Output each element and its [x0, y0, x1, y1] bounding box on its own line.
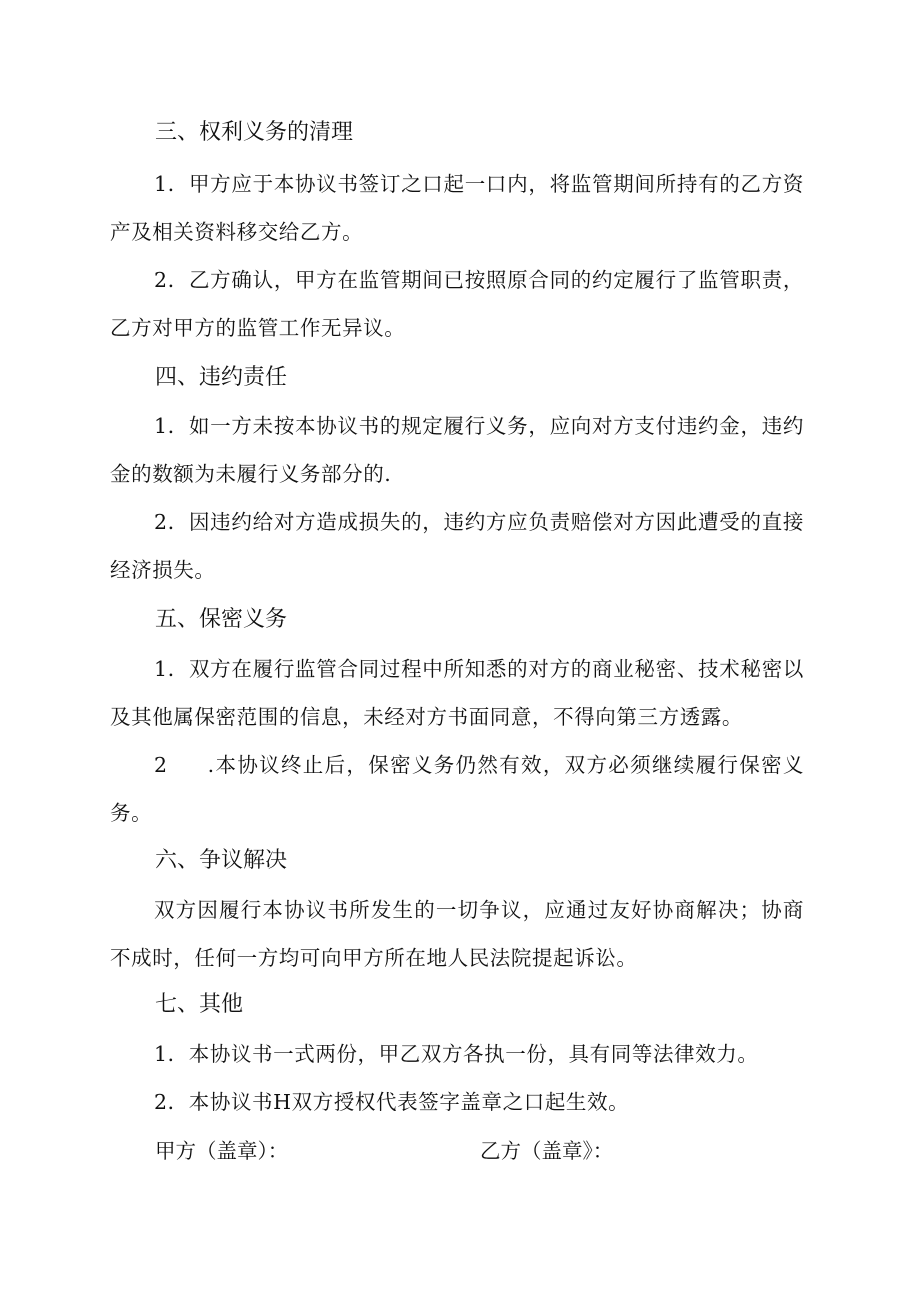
- section-6-text: 双方因履行本协议书所发生的一切争议，应通过友好协商解决；协商不成时，任何一方均可向甲方所在地人民法院提起诉讼。: [110, 898, 804, 970]
- section-heading-7: 七、其他: [155, 992, 244, 1017]
- section-4-item-2: 2．因违约给对方造成损失的，违约方应负责赔偿对方因此遭受的直接经济损失。: [110, 510, 804, 582]
- section-heading-6: 六、争议解决: [155, 848, 288, 873]
- section-3-item-1: 1．甲方应于本协议书签订之口起一口内，将监管期间所持有的乙方资产及相关资料移交给乙方。: [110, 172, 804, 244]
- section-4-item-1: 1．如一方未按本协议书的规定履行义务，应向对方支付违约金，违约金的数额为未履行义务部分的.: [110, 414, 804, 486]
- section-5-item-2-text: .本协议终止后，保密义务仍然有效，双方必须继续履行保密义务。: [110, 753, 804, 825]
- section-7-item-1: 1．本协议书一式两份，甲乙双方各执一份，具有同等法律效力。: [154, 1042, 759, 1066]
- section-5-item-2-number: 2: [154, 753, 168, 777]
- party-b-seal-label: 乙方（盖章》：: [480, 1139, 614, 1163]
- section-3-item-2: 2．乙方确认，甲方在监管期间已按照原合同的约定履行了监管职责，乙方对甲方的监管工作无异议。: [110, 268, 804, 340]
- section-5-item-2: [110, 741, 804, 837]
- section-7-item-2: 2．本协议书H双方授权代表签字盖章之口起生效。: [154, 1090, 630, 1114]
- section-heading-4: 四、违约责任: [155, 365, 288, 390]
- section-heading-3: 三、权利义务的清理: [155, 120, 354, 145]
- section-heading-5: 五、保密义务: [155, 607, 288, 632]
- section-5-item-1: 1．双方在履行监管合同过程中所知悉的对方的商业秘密、技术秘密以及其他属保密范围的信息，未经对方书面同意，不得向第三方透露。: [110, 657, 804, 729]
- party-a-seal-label: 甲方（盖章）：: [155, 1139, 289, 1163]
